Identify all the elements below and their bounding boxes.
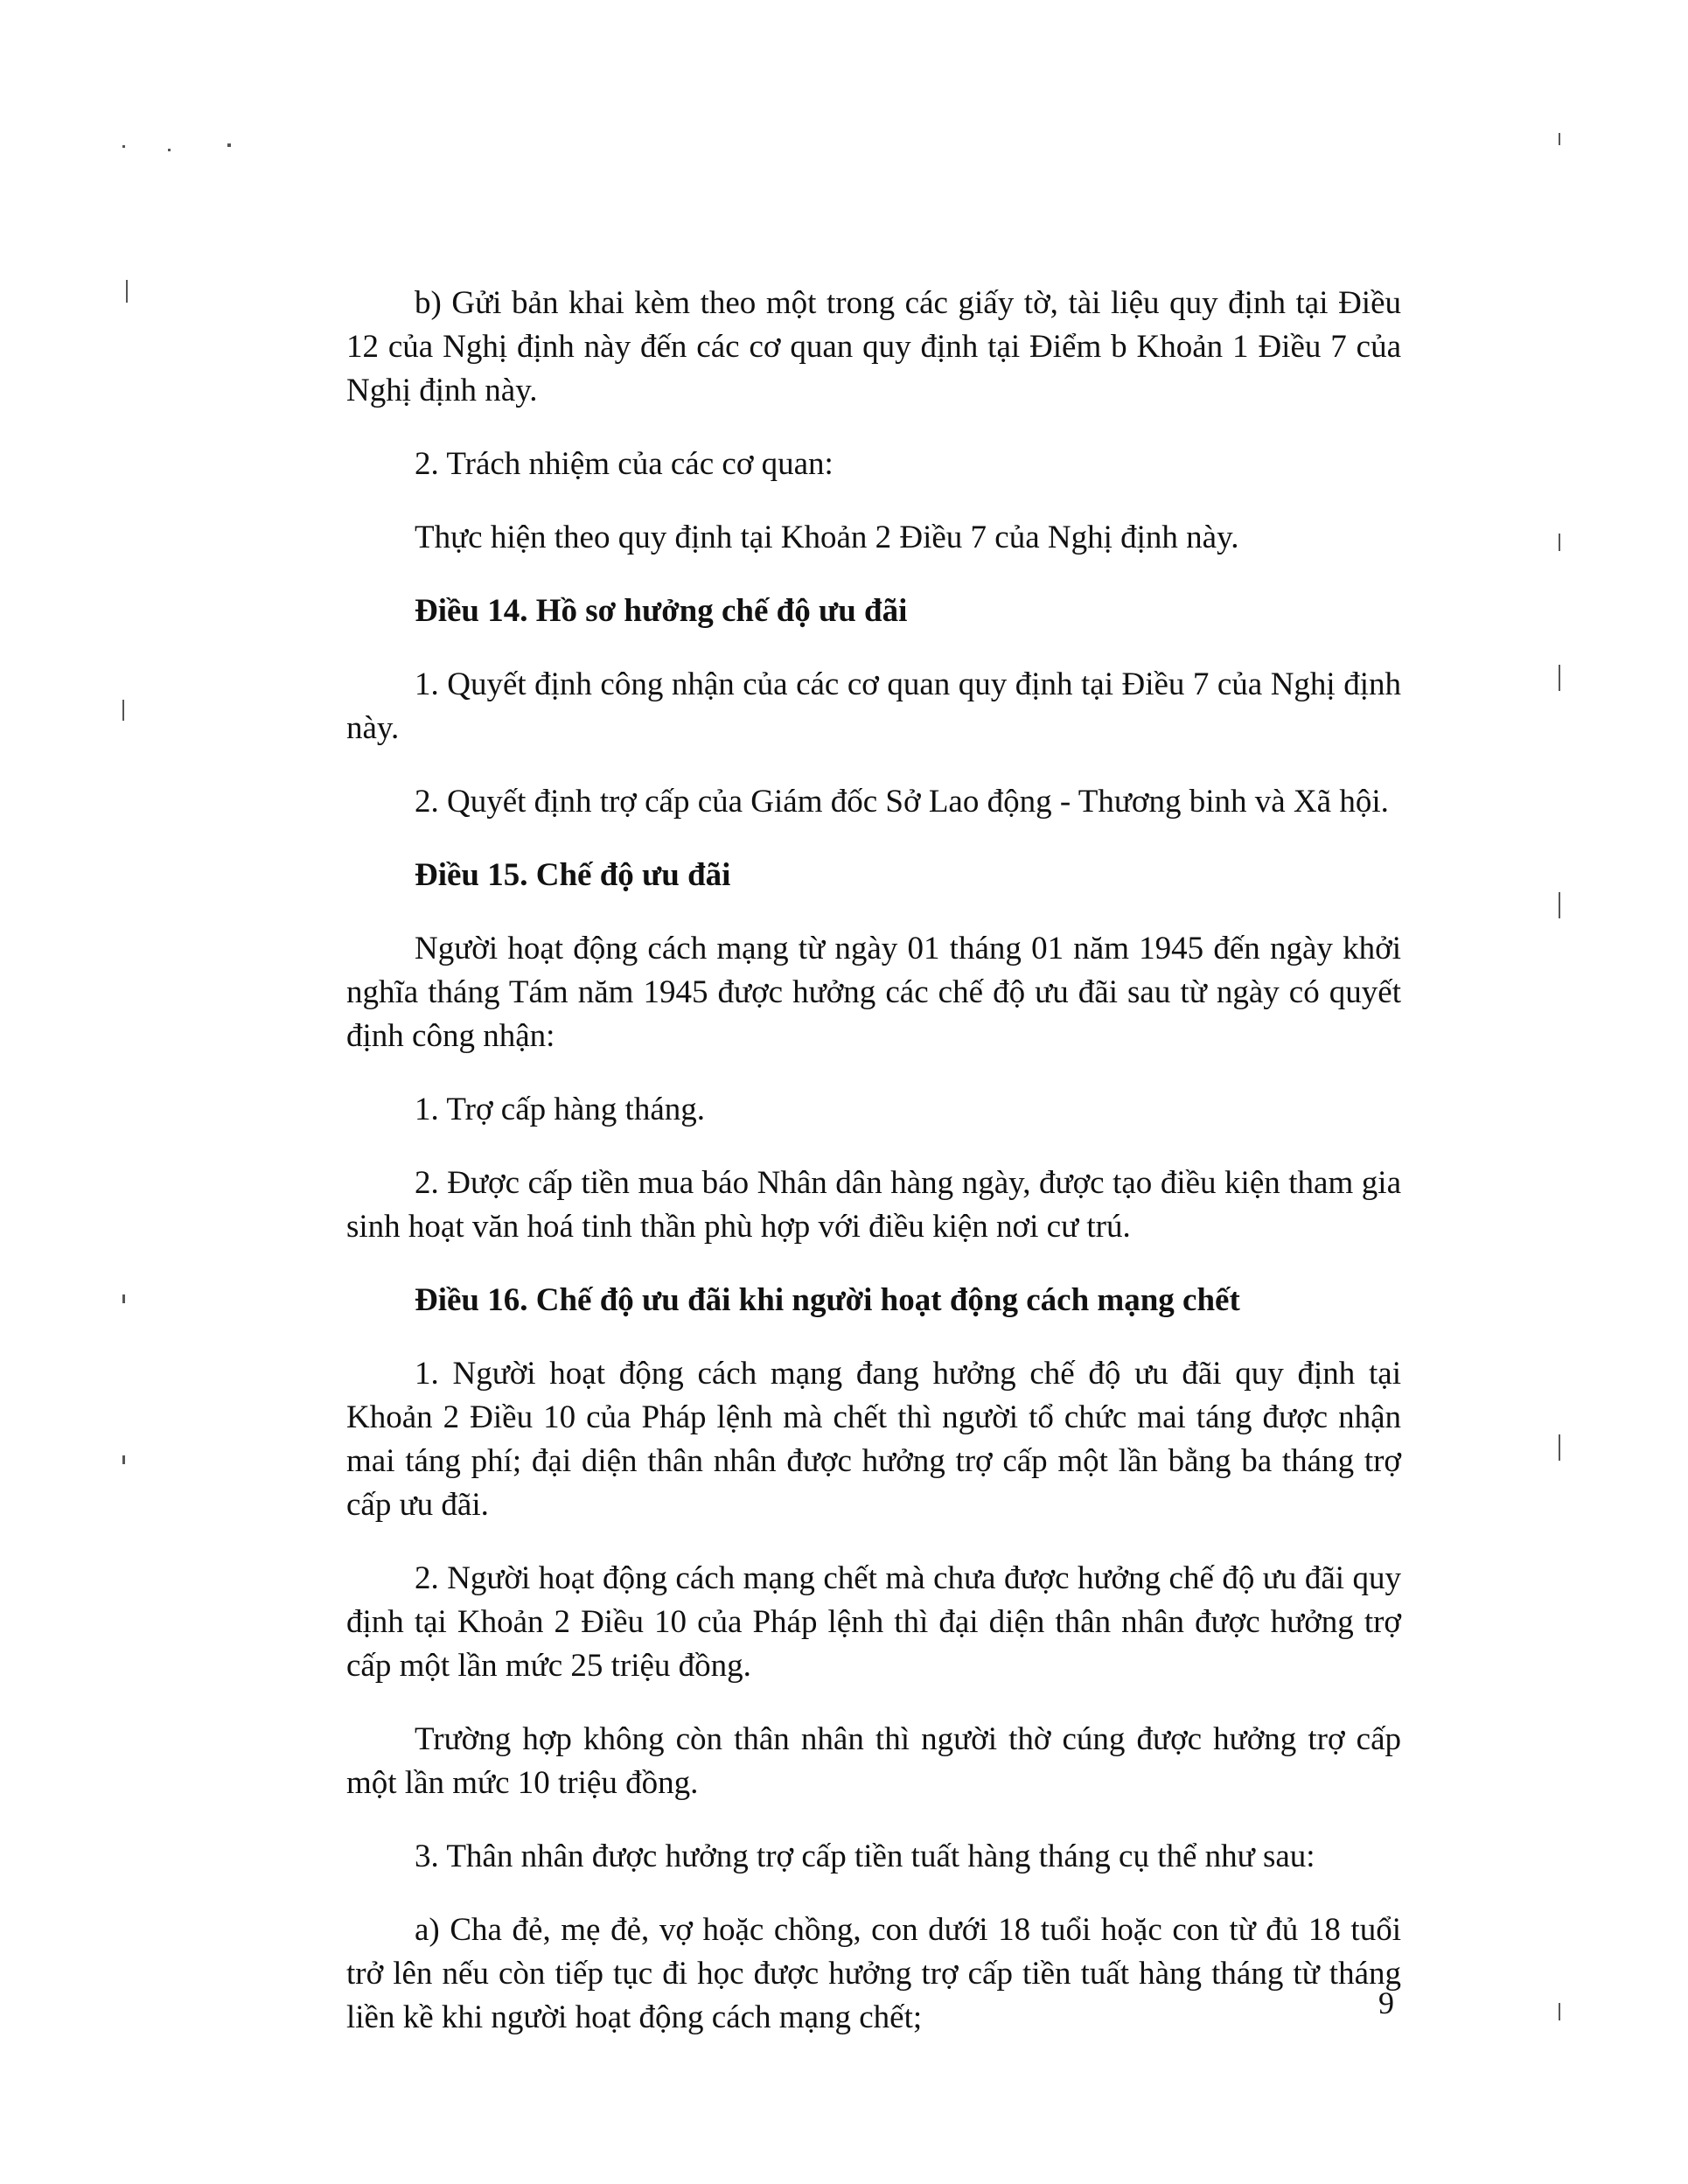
page-number: 9 — [1378, 1985, 1394, 2020]
scan-speck — [122, 1455, 125, 1464]
scan-speck — [227, 143, 231, 147]
paragraph: 1. Quyết định công nhận của các cơ quan quy định tại Điều 7 của Nghị định này. — [346, 666, 1401, 746]
scan-speck — [1559, 892, 1560, 918]
paragraph: 2. Được cấp tiền mua báo Nhân dân hàng ngày, được tạo điều kiện tham gia sinh hoạt văn hoá tinh thần phù hợp với điều kiện nơi cư trú. — [346, 1165, 1401, 1245]
paragraph: 2. Người hoạt động cách mạng chết mà chưa được hưởng chế độ ưu đãi quy định tại Khoản 2 Điều 10 của Pháp lệnh thì đại diện thân nhân được hưởng trợ cấp một lần mức 25 triệu đồng. — [346, 1560, 1401, 1684]
scan-speck — [1559, 1434, 1560, 1461]
paragraph: Người hoạt động cách mạng từ ngày 01 tháng 01 năm 1945 đến ngày khởi nghĩa tháng Tám năm 1945 được hưởng các chế độ ưu đãi sau từ ngày có quyết định công nhận: — [346, 931, 1401, 1054]
article-heading: Điều 16. Chế độ ưu đãi khi người hoạt động cách mạng chết — [415, 1282, 1240, 1318]
paragraph: 1. Người hoạt động cách mạng đang hưởng chế độ ưu đãi quy định tại Khoản 2 Điều 10 của Pháp lệnh mà chết thì người tổ chức mai táng được nhận mai táng phí; đại diện thân nhân được hưởng trợ cấp một lần bằng ba tháng trợ cấp ưu đãi. — [346, 1356, 1401, 1523]
paragraph: 3. Thân nhân được hưởng trợ cấp tiền tuất hàng tháng cụ thể như sau: — [415, 1839, 1315, 1874]
scan-speck — [122, 1294, 125, 1303]
scan-speck — [122, 145, 125, 148]
scan-speck — [1559, 665, 1560, 691]
article-heading: Điều 14. Hồ sơ hưởng chế độ ưu đãi — [415, 593, 908, 629]
paragraph: b) Gửi bản khai kèm theo một trong các giấy tờ, tài liệu quy định tại Điều 12 của Nghị định này đến các cơ quan quy định tại Điểm b Khoản 1 Điều 7 của Nghị định này. — [346, 285, 1401, 408]
scan-speck — [126, 280, 128, 303]
scan-speck — [1559, 133, 1560, 145]
paragraph: a) Cha đẻ, mẹ đẻ, vợ hoặc chồng, con dưới 18 tuổi hoặc con từ đủ 18 tuổi trở lên nếu còn tiếp tục đi học được hưởng trợ cấp tiền tuất hàng tháng từ tháng liền kề khi người hoạt động cách mạng chết; — [346, 1912, 1401, 2035]
article-heading: Điều 15. Chế độ ưu đãi — [415, 857, 731, 893]
paragraph: Trường hợp không còn thân nhân thì người thờ cúng được hưởng trợ cấp một lần mức 10 triệu đồng. — [346, 1721, 1401, 1801]
paragraph: Thực hiện theo quy định tại Khoản 2 Điều 7 của Nghị định này. — [415, 520, 1239, 555]
scan-speck — [168, 149, 171, 151]
scan-speck — [122, 700, 124, 721]
scan-speck — [1559, 2003, 1560, 2020]
paragraph: 2. Trách nhiệm của các cơ quan: — [415, 446, 834, 482]
document-body — [346, 282, 1401, 2069]
paragraph: 2. Quyết định trợ cấp của Giám đốc Sở Lao động - Thương binh và Xã hội. — [415, 784, 1389, 820]
scan-speck — [1559, 534, 1560, 551]
paragraph: 1. Trợ cấp hàng tháng. — [415, 1092, 705, 1127]
